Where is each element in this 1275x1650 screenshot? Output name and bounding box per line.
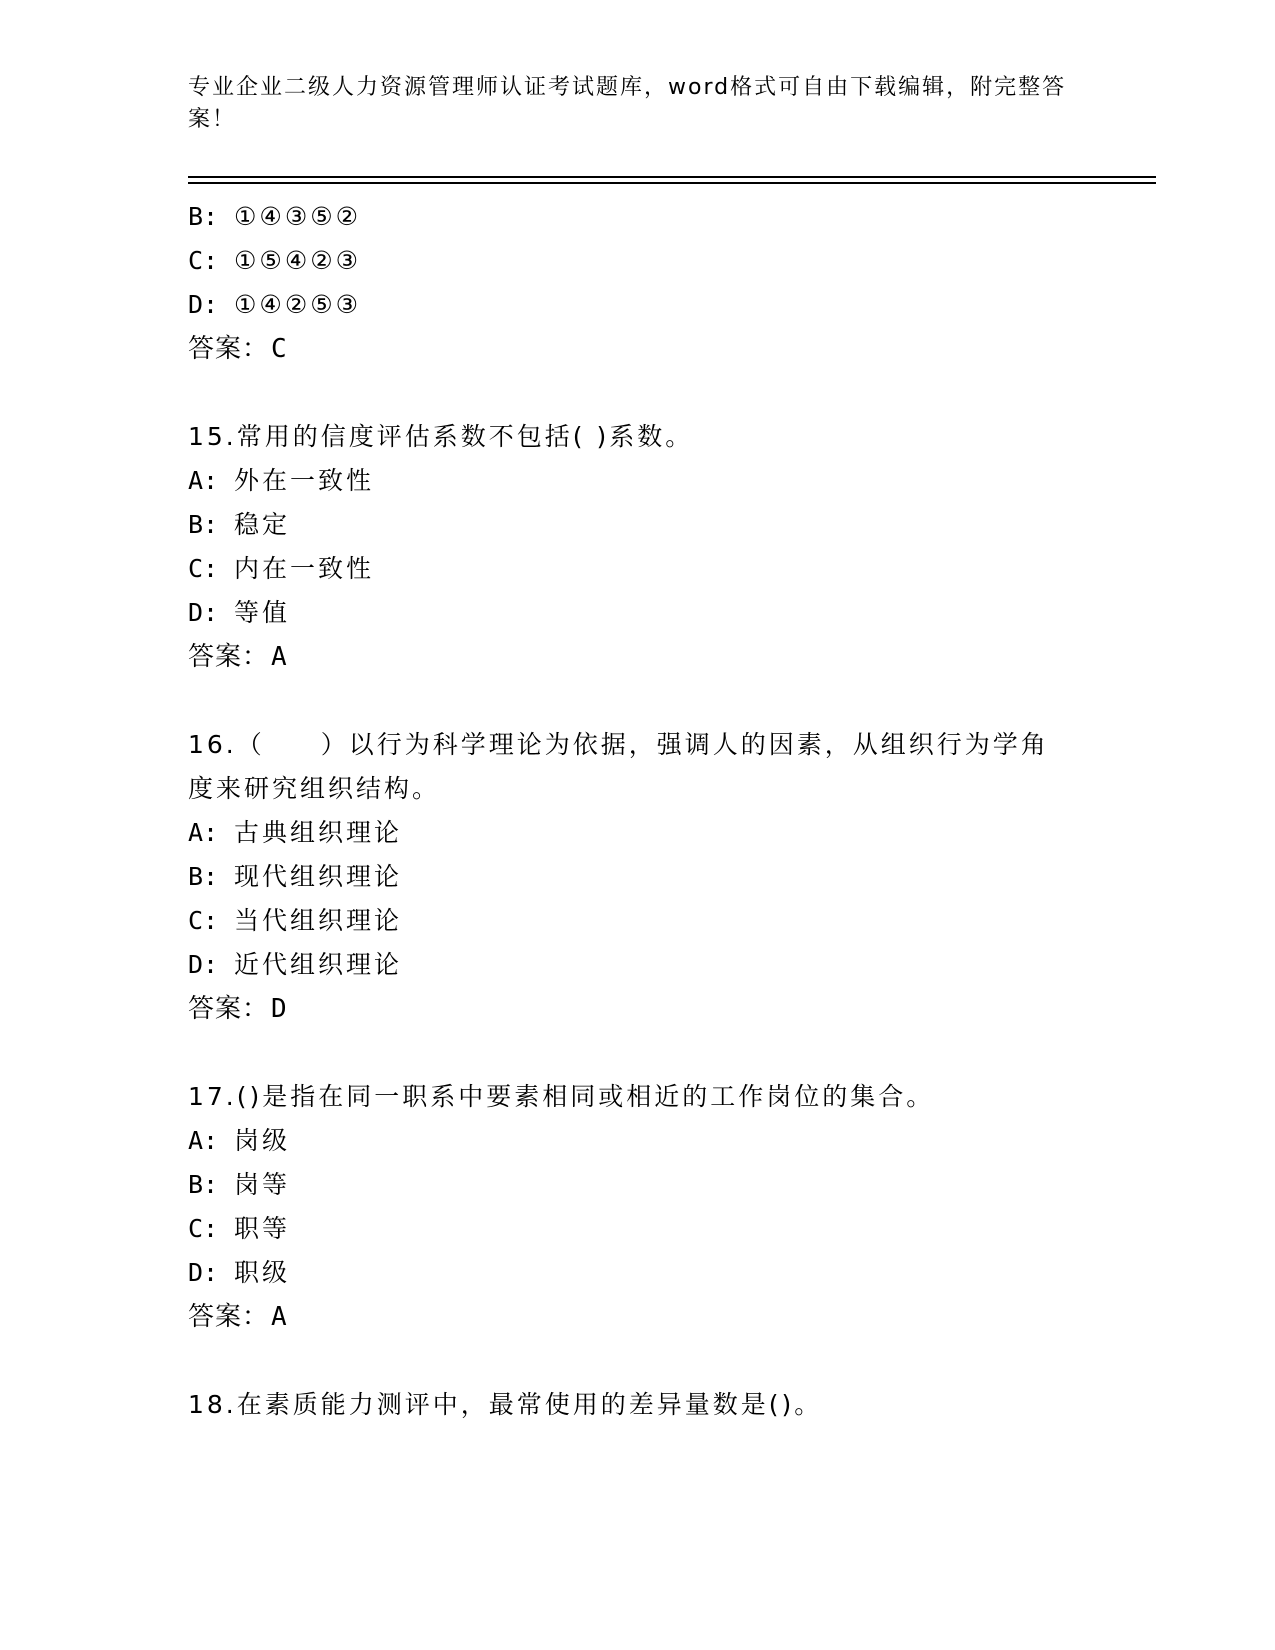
option-letter: C: — [188, 906, 219, 935]
answer-value: A — [271, 1302, 288, 1332]
document-header: 专业企业二级人力资源管理师认证考试题库，word格式可自由下载编辑，附完整答案！ — [188, 75, 1067, 132]
q14-option-c — [188, 244, 361, 278]
q17-option-b — [188, 1168, 290, 1202]
option-text: ①⑤④②③ — [234, 246, 362, 275]
option-text: 岗级 — [234, 1126, 291, 1155]
option-text: ①④③⑤② — [234, 202, 362, 231]
option-text: 古典组织理论 — [234, 818, 403, 847]
option-text: 职级 — [234, 1258, 291, 1287]
option-text: 职等 — [234, 1214, 291, 1243]
q14-option-b — [188, 200, 361, 234]
option-letter: A: — [188, 466, 219, 495]
q17-option-a — [188, 1124, 290, 1158]
option-letter: B: — [188, 862, 219, 891]
option-text: 内在一致性 — [234, 554, 375, 583]
option-text: 等值 — [234, 598, 291, 627]
option-text: 外在一致性 — [234, 466, 375, 495]
q15-option-c — [188, 552, 374, 586]
q16-answer — [188, 992, 288, 1026]
q17-answer — [188, 1300, 288, 1334]
q18-stem: 18.在素质能力测评中，最常使用的差异量数是()。 — [188, 1390, 823, 1419]
q16-stem-line1: 16.（ ）以行为科学理论为依据，强调人的因素，从组织行为学角 — [188, 730, 1049, 759]
answer-value: A — [271, 642, 288, 672]
q16-option-d — [188, 948, 402, 982]
option-text: ①④②⑤③ — [234, 290, 362, 319]
option-letter: C: — [188, 1214, 219, 1243]
option-letter: B: — [188, 510, 219, 539]
option-letter: D: — [188, 1258, 219, 1287]
option-letter: D: — [188, 290, 219, 319]
option-letter: C: — [188, 554, 219, 583]
answer-label: 答案： — [188, 1302, 270, 1332]
answer-label: 答案： — [188, 334, 270, 364]
option-text: 岗等 — [234, 1170, 291, 1199]
q16-option-c — [188, 904, 402, 938]
option-letter: B: — [188, 202, 219, 231]
q15-stem: 15.常用的信度评估系数不包括( )系数。 — [188, 422, 694, 451]
answer-value: D — [271, 994, 288, 1024]
option-letter: A: — [188, 1126, 219, 1155]
q15-option-d — [188, 596, 290, 630]
q15-answer — [188, 640, 288, 674]
option-letter: A: — [188, 818, 219, 847]
q16-option-b — [188, 860, 402, 894]
option-letter: C: — [188, 246, 219, 275]
option-text: 稳定 — [234, 510, 291, 539]
q16-option-a — [188, 816, 402, 850]
option-text: 当代组织理论 — [234, 906, 403, 935]
q15-option-b — [188, 508, 290, 542]
answer-label: 答案： — [188, 642, 270, 672]
q14-answer — [188, 332, 288, 366]
option-letter: B: — [188, 1170, 219, 1199]
answer-label: 答案： — [188, 994, 270, 1024]
q14-option-d — [188, 288, 361, 322]
q17-option-d — [188, 1256, 290, 1290]
header-rule-bottom — [188, 182, 1156, 184]
option-letter: D: — [188, 950, 219, 979]
option-text: 现代组织理论 — [234, 862, 403, 891]
option-text: 近代组织理论 — [234, 950, 403, 979]
q15-option-a — [188, 464, 374, 498]
header-rule-top — [188, 176, 1156, 178]
q17-option-c — [188, 1212, 290, 1246]
q16-stem-line2: 度来研究组织结构。 — [188, 774, 441, 803]
option-letter: D: — [188, 598, 219, 627]
q17-stem: 17.()是指在同一职系中要素相同或相近的工作岗位的集合。 — [188, 1082, 935, 1111]
answer-value: C — [271, 334, 288, 364]
